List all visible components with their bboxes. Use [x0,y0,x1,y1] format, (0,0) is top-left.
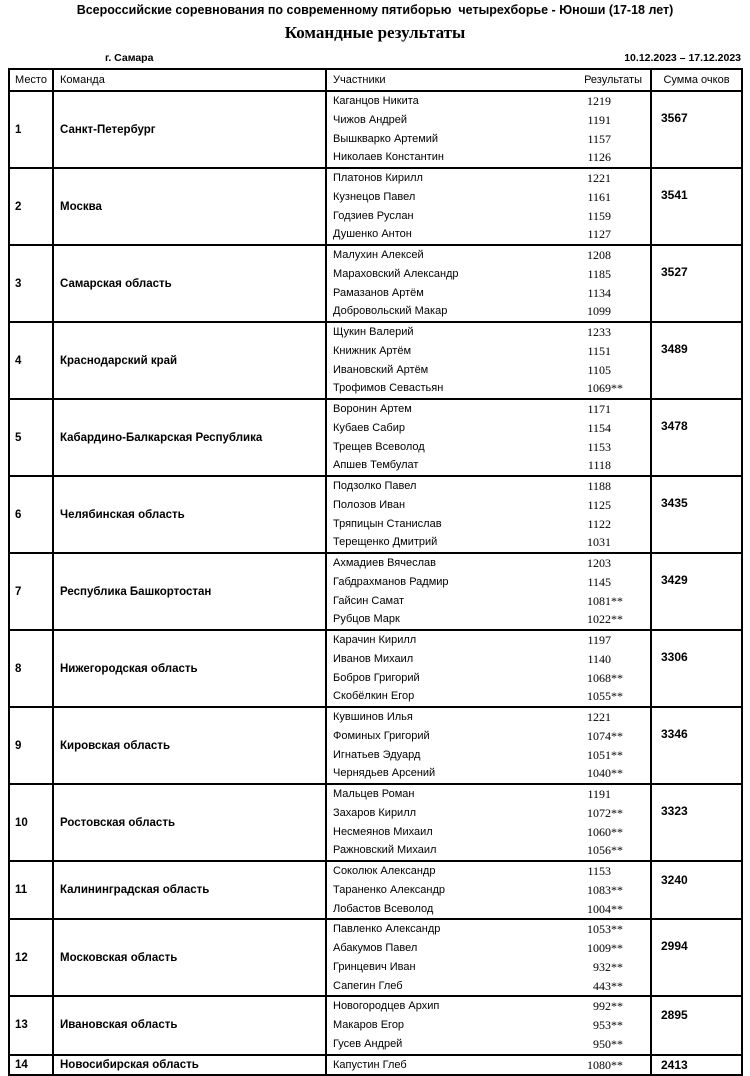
participant-score: 950 [593,1036,611,1051]
score-asterisks [611,631,650,650]
score-asterisks [611,496,650,515]
score-asterisks: ** [611,689,623,704]
participant-name: Ивановский Артём [333,363,429,376]
participant-score: 1126 [587,150,611,165]
participants-cell [327,997,652,1053]
score-asterisks [611,323,650,342]
participant-name: Капустин Глеб [333,1058,407,1071]
participant-line [327,764,650,783]
participants-cell [327,554,652,629]
participant-score: 1081 [587,593,611,608]
participant-score: 1022 [587,612,611,627]
score-asterisks: ** [611,901,623,916]
participant-name: Абакумов Павел [333,942,418,954]
place-cell: 2 [10,169,54,244]
participant-score: 1074 [587,728,611,743]
participant-line [327,515,650,534]
place-cell: 8 [10,631,54,706]
score-asterisks: ** [611,381,623,396]
participant-line [327,342,650,361]
total-cell: 3567 [661,111,688,125]
participant-name: Несмеянов Михаил [333,825,433,838]
participant-line [327,496,650,515]
score-asterisks: ** [611,999,623,1014]
team-cell: Нижегородская область [54,631,327,706]
participants-cell [327,920,652,995]
score-asterisks [611,265,650,284]
participant-line [327,302,650,321]
score-asterisks: ** [611,670,623,685]
team-row [10,1054,741,1075]
participant-score: 1072 [587,805,611,820]
score-asterisks [611,862,650,881]
participant-line [327,225,650,244]
participant-line [327,841,650,860]
participant-line [327,592,650,611]
participant-line [327,130,650,149]
participant-name: Захаров Кирилл [333,806,417,819]
table-header-row [10,70,741,90]
score-asterisks: ** [611,882,623,897]
team-row [10,552,741,629]
participant-name: Гринцевич Иван [333,960,416,973]
participant-line [327,111,650,130]
participant-name: Карачин Кирилл [333,634,417,646]
place-cell: 5 [10,400,54,475]
participant-name: Габдрахманов Радмир [333,575,449,588]
score-asterisks [611,342,650,361]
score-asterisks [611,225,650,244]
participant-score: 1197 [587,633,611,647]
score-asterisks [611,708,650,727]
participant-line [327,708,650,727]
participants-cell [327,785,652,860]
participant-score: 1060 [587,824,611,839]
participant-line [327,997,650,1016]
participant-score: 1099 [587,304,611,319]
participant-line [327,862,650,881]
score-asterisks [611,515,650,534]
participant-score: 1233 [587,325,611,339]
participant-line [327,687,650,706]
participant-line [327,477,650,496]
participant-line [327,669,650,688]
score-asterisks [611,419,650,438]
total-cell: 3346 [661,727,688,741]
participant-score: 1153 [587,864,611,878]
score-asterisks: ** [611,1057,623,1072]
participant-score: 1145 [587,574,611,589]
participant-score: 992 [593,999,611,1014]
participant-line [327,881,650,900]
team-cell: Ивановская область [54,997,327,1053]
participant-score: 1154 [587,420,611,435]
participant-score: 1127 [587,227,611,242]
participant-name: Трофимов Севастьян [333,382,444,395]
total-cell: 3435 [661,496,688,510]
place-cell: 14 [10,1056,54,1075]
participant-score: 1191 [587,112,611,127]
team-cell: Республика Башкортостан [54,554,327,629]
total-cell: 3323 [661,804,688,818]
score-asterisks [611,284,650,303]
participant-score: 1068 [587,670,611,685]
participants-cell [327,400,652,475]
total-cell: 2895 [661,1008,688,1023]
participant-score: 1080 [587,1057,611,1072]
participant-line [327,939,650,958]
participant-line [327,1056,650,1075]
participants-cell [327,862,652,918]
participant-name: Трещев Всеволод [333,440,425,453]
score-asterisks: ** [611,959,623,974]
total-cell: 3541 [661,188,688,202]
table-body [10,90,741,1074]
participant-name: Мараховский Александр [333,267,459,280]
participant-line [327,148,650,167]
participant-score: 1051 [587,747,611,762]
participant-score: 1125 [587,497,611,512]
participant-line [327,746,650,765]
place-cell: 10 [10,785,54,860]
participant-score: 1031 [587,535,611,550]
participant-score: 1157 [587,131,611,146]
participant-name: Сапегин Глеб [333,979,403,992]
participant-score: 1069 [587,381,611,396]
team-row [10,244,741,321]
team-cell: Санкт-Петербург [54,92,327,167]
participant-line [327,573,650,592]
total-cell: 3489 [661,342,688,356]
participant-score: 1056 [587,843,611,858]
total-cell: 3527 [661,265,688,279]
participant-score: 1171 [587,402,611,416]
team-cell: Калининградская область [54,862,327,918]
score-asterisks [611,246,650,265]
participant-name: Бобров Григорий [333,671,420,684]
participant-line [327,533,650,552]
score-asterisks: ** [611,922,623,937]
participant-score: 1055 [587,689,611,704]
place-cell: 11 [10,862,54,918]
participants-cell [327,246,652,321]
team-row [10,706,741,783]
participant-name: Ражновский Михаил [333,844,437,857]
participant-name: Рамазанов Артём [333,286,424,299]
participant-name: Макаров Егор [333,1019,405,1031]
participant-name: Рубцов Марк [333,613,400,626]
participant-name: Книжник Артём [333,344,412,357]
score-asterisks [611,554,650,573]
participant-name: Вышкварко Артемий [333,132,439,145]
score-asterisks [611,573,650,592]
score-asterisks: ** [611,978,623,993]
participant-score: 1140 [587,651,611,666]
participant-name: Платонов Кирилл [333,172,423,184]
participant-line [327,554,650,573]
participant-score: 1083 [587,882,611,897]
team-cell: Московская область [54,920,327,995]
participant-name: Игнатьев Эдуард [333,748,421,761]
participant-name: Гайсин Самат [333,594,405,607]
participant-score: 443 [593,978,611,993]
participant-name: Годзиев Руслан [333,209,414,222]
team-row [10,860,741,918]
score-asterisks [611,361,650,380]
team-cell: Москва [54,169,327,244]
team-row [10,321,741,398]
team-cell: Новосибирская область [54,1056,327,1075]
participant-line [327,1035,650,1054]
score-asterisks [611,650,650,669]
participant-name: Добровольский Макар [333,305,448,318]
participant-line [327,438,650,457]
score-asterisks: ** [611,941,623,955]
participant-name: Соколюк Александр [333,865,436,877]
score-asterisks [611,456,650,475]
participants-cell [327,169,652,244]
team-row [10,90,741,167]
place-cell: 13 [10,997,54,1053]
participant-name: Гусев Андрей [333,1037,403,1050]
team-cell: Кабардино-Балкарская Республика [54,400,327,475]
score-asterisks: ** [611,612,623,627]
score-asterisks: ** [611,843,623,858]
participant-score: 1185 [587,266,611,281]
participant-score: 1188 [587,479,611,493]
event-location: г. Самара [105,52,154,64]
participant-score: 1105 [587,362,611,377]
team-row [10,995,741,1053]
place-cell: 12 [10,920,54,995]
place-cell: 3 [10,246,54,321]
team-cell: Кировская область [54,708,327,783]
participant-line [327,1016,650,1035]
participant-line [327,727,650,746]
score-asterisks [611,169,650,188]
participant-name: Малухин Алексей [333,249,424,261]
team-cell: Ростовская область [54,785,327,860]
participant-name: Душенко Антон [333,228,412,241]
total-cell: 3478 [661,419,688,433]
participant-score: 1153 [587,439,611,454]
participant-line [327,207,650,226]
participant-score: 1004 [587,901,611,916]
score-asterisks [611,92,650,111]
participants-cell [327,92,652,167]
total-cell: 2413 [661,1057,688,1072]
participant-line [327,920,650,939]
event-dates: 10.12.2023 – 17.12.2023 [624,52,741,64]
score-asterisks [611,400,650,419]
participant-score: 1118 [587,458,611,473]
participant-name: Полозов Иван [333,498,406,511]
score-asterisks: ** [611,766,623,781]
team-cell: Краснодарский край [54,323,327,398]
participant-score: 1203 [587,556,611,570]
participant-name: Тараненко Александр [333,883,445,896]
participant-score: 1208 [587,248,611,262]
participant-line [327,400,650,419]
participant-score: 1134 [587,285,611,300]
column-header-place: Место [10,70,54,90]
participant-name: Каганцов Никита [333,95,419,107]
score-asterisks [611,438,650,457]
participant-line [327,246,650,265]
column-header-participants-results [327,70,652,90]
place-cell: 7 [10,554,54,629]
participant-name: Терещенко Дмитрий [333,536,438,549]
participant-line [327,785,650,804]
participant-line [327,419,650,438]
score-asterisks [611,477,650,496]
column-header-total: Сумма очков [663,74,730,86]
participant-name: Фоминых Григорий [333,729,430,742]
participant-name: Щукин Валерий [333,326,414,338]
participant-score: 1161 [587,189,611,204]
score-asterisks: ** [611,728,623,743]
column-header-results: Результаты [584,74,642,86]
participant-name: Подзолко Павел [333,480,417,492]
column-header-participants: Участники [333,74,386,86]
total-cell: 2994 [661,939,688,954]
participant-line [327,169,650,188]
team-cell: Челябинская область [54,477,327,552]
participant-name: Ахмадиев Вячеслав [333,557,436,569]
score-asterisks [611,188,650,207]
participant-name: Апшев Тембулат [333,459,419,472]
participant-name: Павленко Александр [333,923,441,936]
participant-score: 1151 [587,343,611,358]
participants-cell [327,1056,652,1075]
participant-name: Лобастов Всеволод [333,902,434,915]
score-asterisks [611,302,650,321]
participant-name: Чернядьев Арсений [333,767,436,780]
participants-cell [327,477,652,552]
score-asterisks: ** [611,805,623,820]
participant-score: 1219 [587,94,611,108]
place-cell: 6 [10,477,54,552]
team-cell: Самарская область [54,246,327,321]
participant-line [327,188,650,207]
results-table [8,68,743,1076]
score-asterisks [611,207,650,226]
participant-name: Мальцев Роман [333,788,415,800]
total-cell: 3306 [661,650,688,664]
score-asterisks: ** [611,747,623,762]
column-header-team: Команда [54,70,327,90]
participants-cell [327,708,652,783]
score-asterisks [611,130,650,149]
participant-name: Кубаев Сабир [333,421,405,434]
participant-line [327,977,650,996]
participant-line [327,361,650,380]
participant-name: Скобёлкин Егор [333,690,415,703]
score-asterisks [611,785,650,804]
participant-score: 953 [593,1018,611,1032]
participant-name: Новогородцев Архип [333,1000,440,1013]
participant-line [327,92,650,111]
participants-cell [327,631,652,706]
page-subtitle: Командные результаты [284,23,466,42]
participant-name: Иванов Михаил [333,652,414,665]
participant-line [327,958,650,977]
participant-line [327,456,650,475]
total-cell: 3240 [661,873,688,887]
score-asterisks: ** [611,824,623,839]
participant-line [327,650,650,669]
participant-line [327,379,650,398]
participant-score: 1122 [587,516,611,531]
participant-line [327,804,650,823]
participant-name: Чижов Андрей [333,113,408,126]
score-asterisks: ** [611,1018,623,1032]
participant-score: 1040 [587,766,611,781]
participant-score: 1221 [587,171,611,185]
score-asterisks: ** [611,1036,623,1051]
participant-line [327,823,650,842]
participant-name: Николаев Константин [333,151,444,164]
team-row [10,783,741,860]
participants-cell [327,323,652,398]
score-asterisks [611,148,650,167]
team-row [10,475,741,552]
participant-line [327,900,650,919]
participant-score: 1053 [587,922,611,937]
participant-line [327,323,650,342]
place-cell: 1 [10,92,54,167]
score-asterisks [611,111,650,130]
team-row [10,629,741,706]
total-cell: 3429 [661,573,688,587]
participant-line [327,631,650,650]
score-asterisks [611,533,650,552]
participant-name: Кувшинов Илья [333,711,413,723]
participant-name: Кузнецов Павел [333,190,416,203]
team-row [10,167,741,244]
team-row [10,398,741,475]
participant-line [327,284,650,303]
score-asterisks: ** [611,593,623,608]
place-cell: 4 [10,323,54,398]
participant-line [327,265,650,284]
participant-score: 1191 [587,787,611,801]
page-title: Всероссийские соревнования по современному пятиборью четырехборье - Юноши (17-18 лет) [76,3,674,17]
participant-score: 1221 [587,710,611,724]
team-row [10,918,741,995]
place-cell: 9 [10,708,54,783]
participant-name: Воронин Артем [333,403,412,415]
participant-score: 1009 [587,941,611,955]
participant-line [327,610,650,629]
participant-score: 1159 [587,208,611,223]
participant-score: 932 [593,959,611,974]
participant-name: Тряпицын Станислав [333,517,442,530]
